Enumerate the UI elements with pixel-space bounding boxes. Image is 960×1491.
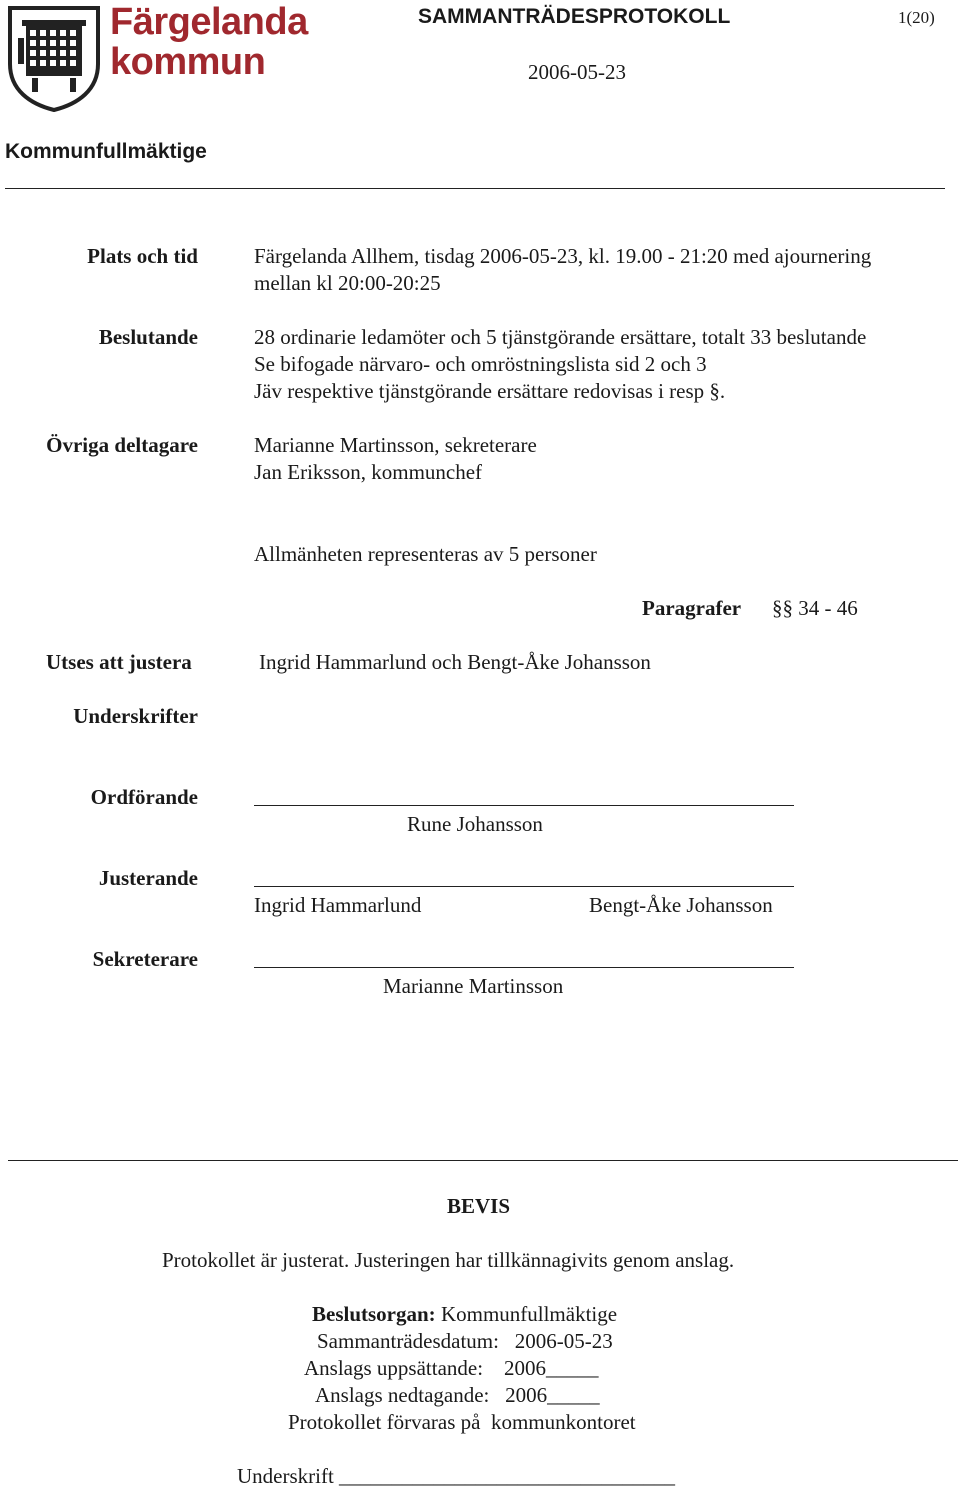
paragrafer-value: §§ 34 - 46 <box>772 596 858 620</box>
allmanheten-text: Allmänheten representeras av 5 personer <box>254 542 597 566</box>
anslag-uppsattande: Anslags uppsättande: 2006_____ <box>304 1356 599 1380</box>
municipality-logo <box>6 4 102 112</box>
beslutande-line2: Se bifogade närvaro- och omröstningslista sid 2 och 3 <box>254 352 707 376</box>
bevis-title: BEVIS <box>447 1194 511 1218</box>
page-number: 1(20) <box>898 8 935 27</box>
justera-value: Ingrid Hammarlund och Bengt-Åke Johansson <box>259 650 651 674</box>
bevis-statement: Protokollet är justerat. Justeringen har tillkännagivits genom anslag. <box>162 1248 735 1272</box>
coat-of-arms-icon <box>6 4 102 112</box>
justerande-signature-line <box>254 886 794 887</box>
plats-label: Plats och tid <box>87 244 198 268</box>
sammantradesdatum: Sammanträdesdatum: 2006-05-23 <box>317 1329 613 1353</box>
document-type: SAMMANTRÄDESPROTOKOLL <box>418 5 731 28</box>
justerande-name-1: Ingrid Hammarlund <box>254 893 422 917</box>
sekreterare-signature-line <box>254 967 794 968</box>
beslutande-line1: 28 ordinarie ledamöter och 5 tjänstgörande ersättare, totalt 33 beslutande <box>254 325 867 349</box>
underskrifter-heading: Underskrifter <box>73 704 198 728</box>
ordforande-name: Rune Johansson <box>407 812 543 836</box>
justerande-label: Justerande <box>98 866 198 890</box>
document-date: 2006-05-23 <box>528 60 626 84</box>
underskrift-line: Underskrift ________________________________ <box>237 1464 676 1488</box>
ovriga-line2: Jan Eriksson, kommunchef <box>254 460 483 484</box>
anslag-nedtagande: Anslags nedtagande: 2006_____ <box>315 1383 600 1407</box>
beslutsorgan-label: Beslutsorgan: <box>312 1302 436 1326</box>
body-name: Kommunfullmäktige <box>5 140 207 163</box>
header-divider <box>5 188 945 189</box>
ordforande-signature-line <box>254 805 794 806</box>
ovriga-label: Övriga deltagare <box>46 433 198 457</box>
justerande-name-2: Bengt-Åke Johansson <box>589 893 773 917</box>
plats-line2: mellan kl 20:00-20:25 <box>254 271 441 295</box>
ovriga-line1: Marianne Martinsson, sekreterare <box>254 433 537 457</box>
ordforande-label: Ordförande <box>90 785 198 809</box>
municipality-name-line1: Färgelanda <box>110 1 308 43</box>
beslutande-line3: Jäv respektive tjänstgörande ersättare redovisas i resp §. <box>254 379 726 403</box>
municipality-name-line2: kommun <box>110 41 266 83</box>
beslutsorgan-row <box>312 1302 617 1327</box>
plats-line1: Färgelanda Allhem, tisdag 2006-05-23, kl. 19.00 - 21:20 med ajournering <box>254 244 872 268</box>
paragrafer-label: Paragrafer <box>642 596 742 620</box>
beslutsorgan-value: Kommunfullmäktige <box>435 1302 618 1326</box>
bevis-divider <box>8 1160 958 1161</box>
justera-label: Utses att justera <box>46 650 192 674</box>
sekreterare-name: Marianne Martinsson <box>383 974 564 998</box>
beslutande-label: Beslutande <box>98 325 198 349</box>
protokollet-forvaras: Protokollet förvaras på kommunkontoret <box>288 1410 636 1434</box>
sekreterare-label: Sekreterare <box>92 947 198 971</box>
